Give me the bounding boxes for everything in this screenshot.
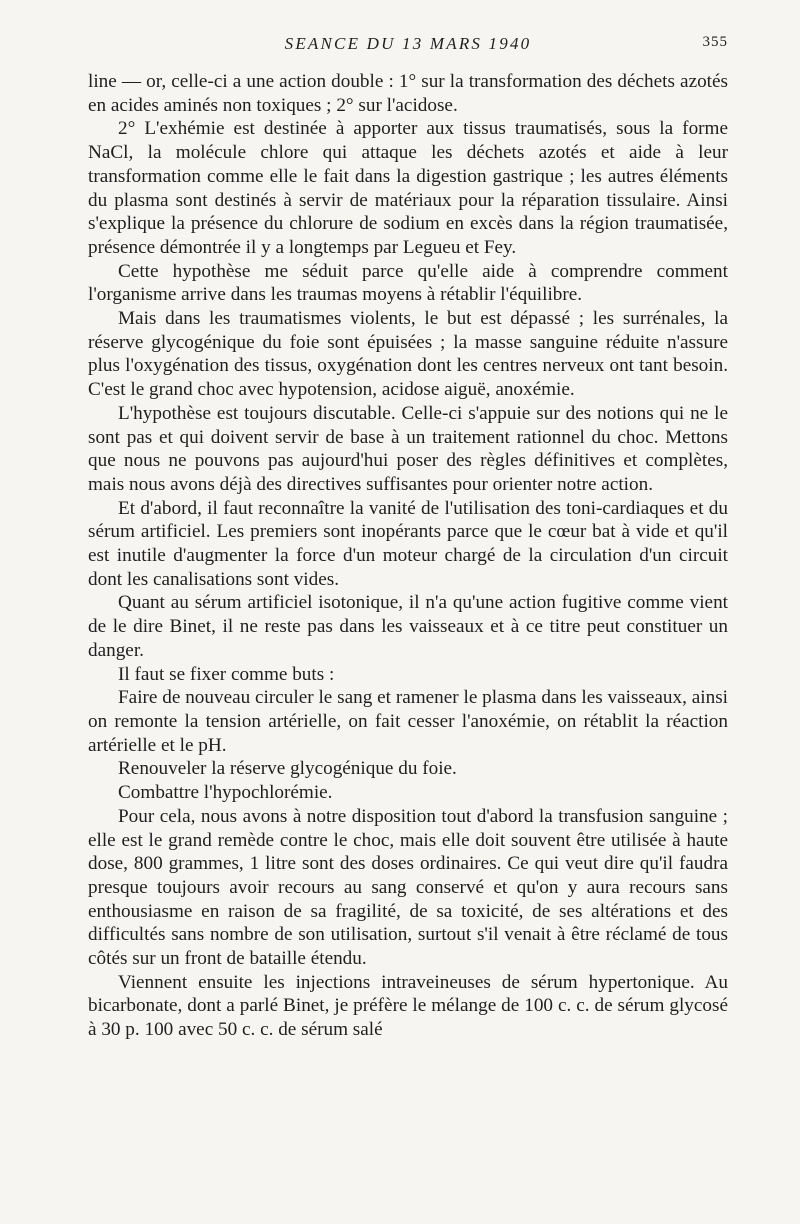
paragraph: Il faut se fixer comme buts : bbox=[118, 663, 335, 685]
paragraph: Combattre l'hypochlorémie. bbox=[118, 782, 333, 804]
paragraph: Renouveler la réserve glycogénique du foie. bbox=[118, 758, 457, 780]
running-head: SEANCE DU 13 MARS 1940 bbox=[284, 34, 532, 53]
paragraph: Quant au sérum artificiel isotonique, il n'a qu'une action fugitive comme vient de le dire Binet, il ne reste pas dans les vaisseaux et à ce titre peut constituer un danger. bbox=[88, 592, 728, 661]
paragraph: Pour cela, nous avons à notre disposition tout d'abord la transfusion sanguine ; elle est le grand remède contre le choc, mais elle doit souvent être utilisée à haute dose, 800 grammes, 1 litre sont des doses ordinaires. Ce qui veut dire qu'il faudra presque toujours avoir recours au sang conservé et qu'on y aura recours sans enthousiasme en raison de sa fragilité, de sa toxicité, de ses altérations et des difficultés sans nombre de son utilisation, surtout s'il venait à être réclamé de tous côtés sur un front de bataille étendu. bbox=[88, 805, 728, 970]
paragraph: Cette hypothèse me séduit parce qu'elle aide à comprendre comment l'organisme arrive dans les traumas moyens à rétablir l'équilibre. bbox=[88, 260, 728, 306]
paragraph: 2° L'exhémie est destinée à apporter aux tissus traumatisés, sous la forme NaCl, la molécule chlore qui attaque les déchets azotés et aide à leur transformation comme elle le fait dans la digestion gastrique ; les autres éléments du plasma sont destinés à servir de matériaux pour la réparation tissulaire. Ainsi s'explique la présence du chlorure de sodium en excès dans la région traumatisée, présence démontrée il y a longtemps par Legueu et Fey. bbox=[88, 118, 728, 258]
paragraph: line — or, celle-ci a une action double : 1° sur la transformation des déchets azotés en acides aminés non toxiques ; 2° sur l'acidose. bbox=[88, 71, 728, 116]
paragraph: L'hypothèse est toujours discutable. Celle-ci s'appuie sur des notions qui ne le sont pas et qui doivent servir de base à un traitement rationnel du choc. Mettons que nous ne pouvons pas aujourd'hui poser des règles définitives et complètes, mais nous avons déjà des directives suffisantes pour orienter notre action. bbox=[88, 402, 728, 495]
paragraph: Mais dans les traumatismes violents, le but est dépassé ; les surrénales, la réserve glycogénique du foie sont épuisées ; la masse sanguine réduite n'assure plus l'oxygénation des tissus, oxygénation dont les centres nerveux ont tant besoin. C'est le grand choc avec hypotension, acidose aiguë, anoxémie. bbox=[88, 308, 728, 401]
paragraph: Et d'abord, il faut reconnaître la vanité de l'utilisation des toni-cardiaques et du sérum artificiel. Les premiers sont inopérants parce que le cœur bat à vide et qu'il est inutile d'augmenter la force d'un moteur chargé de la circulation d'un circuit dont les canalisations sont vides. bbox=[88, 497, 728, 590]
paragraph: Viennent ensuite les injections intraveineuses de sérum hypertonique. Au bicarbonate, dont a parlé Binet, je préfère le mélange de 100 c. c. de sérum glycosé à 30 p. 100 avec 50 c. c. de sérum salé bbox=[88, 971, 728, 1041]
page-number: 355 bbox=[702, 34, 728, 50]
paragraph: Faire de nouveau circuler le sang et ramener le plasma dans les vaisseaux, ainsi on remonte la tension artérielle, on fait cesser l'anoxémie, on rétablit la réaction artérielle et le pH. bbox=[88, 687, 728, 756]
page-header bbox=[88, 34, 728, 56]
body-text bbox=[88, 70, 728, 1042]
